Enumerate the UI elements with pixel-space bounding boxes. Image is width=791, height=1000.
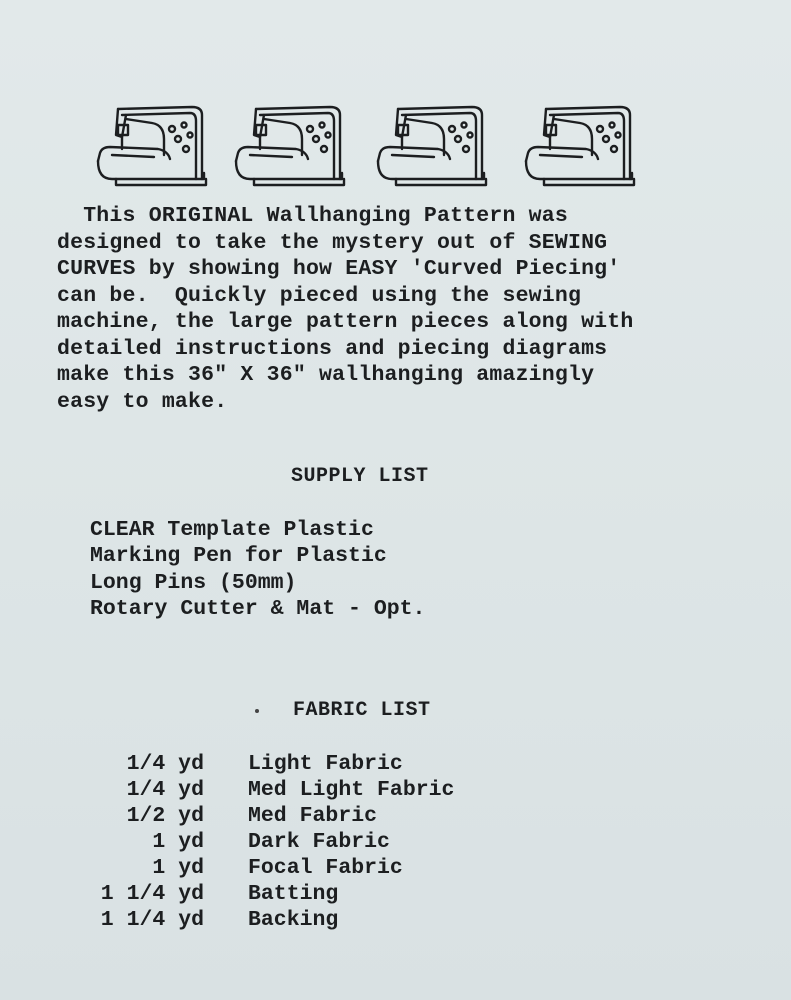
- fabric-list: [76, 751, 454, 933]
- fabric-list-heading: FABRIC LIST: [293, 699, 431, 722]
- fabric-quantity: 1/4 yd: [126, 778, 204, 802]
- print-speck: [255, 709, 259, 713]
- intro-line: machine, the large pattern pieces along with: [57, 310, 634, 334]
- intro-line: This ORIGINAL Wallhanging Pattern was: [57, 204, 568, 228]
- fabric-name: Med Fabric: [248, 804, 378, 828]
- fabric-row: [76, 777, 454, 803]
- fabric-name: Light Fabric: [248, 752, 403, 776]
- fabric-quantity: 1 yd: [152, 856, 204, 880]
- intro-line: make this 36" X 36" wallhanging amazingly: [57, 363, 595, 387]
- supply-item: Rotary Cutter & Mat - Opt.: [90, 596, 426, 621]
- intro-line: CURVES by showing how EASY 'Curved Piecing': [57, 257, 621, 281]
- supply-item: CLEAR Template Plastic: [90, 518, 374, 542]
- fabric-row: [76, 881, 454, 907]
- fabric-name: Focal Fabric: [248, 856, 403, 880]
- fabric-row: [76, 829, 454, 855]
- fabric-row: [76, 907, 454, 933]
- sewing-machine-icon: [92, 95, 210, 187]
- sewing-machine-icon: [372, 95, 490, 187]
- fabric-quantity: 1/4 yd: [126, 752, 204, 776]
- intro-line: designed to take the mystery out of SEWING: [57, 230, 608, 255]
- intro-paragraph: [57, 203, 757, 415]
- fabric-quantity: 1 1/4 yd: [100, 882, 204, 906]
- fabric-name: Dark Fabric: [248, 830, 390, 854]
- intro-line: detailed instructions and piecing diagrams: [57, 336, 608, 361]
- sewing-machine-icon: [230, 95, 348, 187]
- fabric-name: Med Light Fabric: [248, 778, 455, 802]
- supply-list: [90, 517, 425, 622]
- intro-line: easy to make.: [57, 389, 228, 414]
- sewing-machine-illustrations: [92, 95, 652, 190]
- fabric-name: Batting: [248, 882, 339, 906]
- fabric-quantity: 1 yd: [152, 830, 204, 854]
- supply-list-heading: SUPPLY LIST: [291, 465, 429, 488]
- sewing-machine-icon: [520, 95, 638, 187]
- supply-item: Long Pins (50mm): [90, 570, 297, 595]
- fabric-quantity: 1 1/4 yd: [100, 908, 204, 932]
- fabric-row: [76, 855, 454, 881]
- fabric-row: [76, 803, 454, 829]
- fabric-name: Backing: [248, 908, 339, 932]
- fabric-row: [76, 751, 454, 777]
- fabric-quantity: 1/2 yd: [126, 804, 204, 828]
- supply-item: Marking Pen for Plastic: [90, 544, 387, 569]
- intro-line: can be. Quickly pieced using the sewing: [57, 283, 582, 308]
